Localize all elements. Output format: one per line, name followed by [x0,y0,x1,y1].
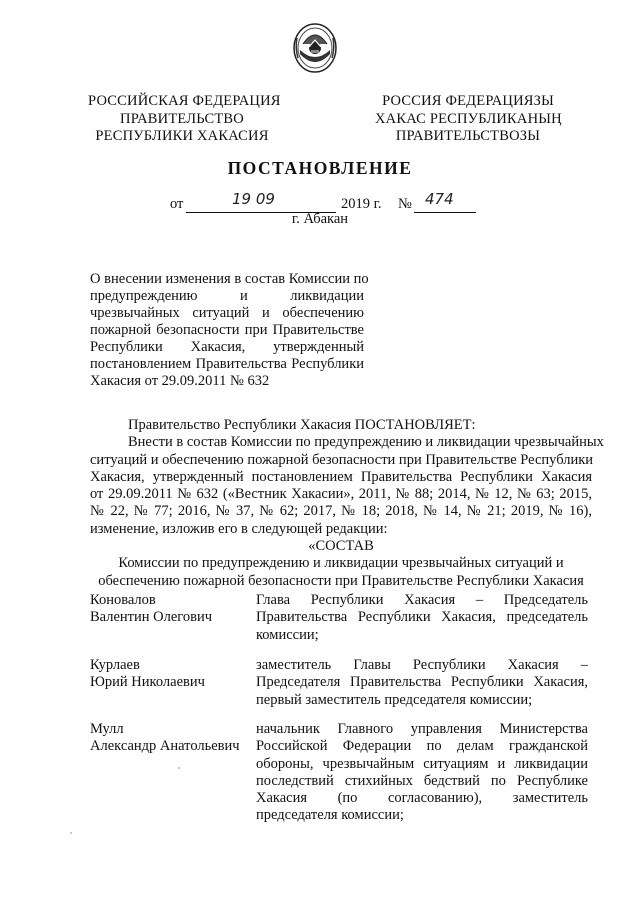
paragraph-line: № 22, № 77; 2016, № 37, № 62; 2017, № 18; 2018, № 14, № 21; 2019, № 16), [90,503,592,520]
paragraph-line: от 29.09.2011 № 632 («Вестник Хакасии», 2011, № 88; 2014, № 12, № 63; 2015, [90,486,592,503]
subject-block [90,271,369,390]
member-role-line: начальник Главного управления Министерства [256,721,588,737]
subject-line: предупреждению и ликвидации [90,288,364,304]
subject-line: Хакасия от 29.09.2011 № 632 [90,373,270,389]
header-right-block [375,93,561,146]
subject-line: Республики Хакасия, утвержденный [90,339,364,355]
header-left-line: РЕСПУБЛИКИ ХАКАСИЯ [95,128,269,144]
subject-line: пожарной безопасности при Правительстве [90,322,364,338]
member-role-line: Правительства Республики Хакасия, председатель [256,609,588,626]
handwritten-number: 474 [425,190,454,208]
member-given-name: Юрий Николаевич [90,674,205,691]
header-left-line: ПРАВИТЕЛЬСТВО [120,110,244,127]
document-body [90,417,604,590]
decree-line: Правительство Республики Хакасия ПОСТАНОВЛЯЕТ: [128,417,476,433]
subject-line: чрезвычайных ситуаций и обеспечению [90,305,364,321]
member-role-line: Российской Федерации по делам гражданской [256,738,588,755]
header-right-line: ПРАВИТЕЛЬСТВОЗЫ [395,128,541,144]
city-name: г. Абакан [291,211,349,227]
member-role-line: комиссии; [256,626,319,643]
subject-line: О внесении изменения в состав Комиссии по [90,271,369,287]
member-given-name: Александр Анатольевич [90,738,240,755]
composition-title-line: Комиссии по предупреждению и ликвидации чрезвычайных ситуаций и [118,555,564,572]
member-name-block [90,657,265,692]
member-role-line: Председателя Правительства Республики Хакасия, [256,674,588,691]
member-role-line: первый заместитель председателя комиссии; [256,691,533,708]
composition-title-line: обеспечению пожарной безопасности при Правительстве Республики Хакасия [98,572,584,589]
member-role-block [256,657,588,709]
document-title: ПОСТАНОВЛЕНИЕ [227,158,413,178]
scan-speck [178,767,180,769]
member-name-block [90,721,265,756]
member-role-line: последствий стихийных бедствий по Республике [256,772,588,789]
member-given-name: Валентин Олегович [90,609,213,626]
subject-line: постановлением Правительства Республики [90,356,364,372]
paragraph-line: ситуаций и обеспечению пожарной безопасности при Правительстве Республики [90,451,594,468]
member-surname: Мулл [90,721,124,737]
member-role-block [256,592,588,644]
member-surname: Коновалов [90,592,156,608]
member-role-block [256,721,588,825]
handwritten-date: 19 09 [232,190,275,208]
date-year: 2019 г. [341,196,382,212]
header-left-block [88,93,281,146]
header-left-line: РОССИЙСКАЯ ФЕДЕРАЦИЯ [88,93,281,109]
member-role-line: заместитель Главы Республики Хакасия – [256,657,588,673]
paragraph-line: Внести в состав Комиссии по предупреждению и ликвидации чрезвычайных [128,434,604,451]
member-surname: Курлаев [90,657,140,673]
header-right-line: ХАКАС РЕСПУБЛИКАНЫҢ [375,110,562,127]
paragraph-line: Хакасия, утвержденный постановлением Правительства Республики Хакасия [90,468,592,485]
date-from-label: от [170,196,184,212]
paragraph-line: изменение, изложив его в следующей редакции: [90,520,388,537]
member-role-line: обороны, чрезвычайным ситуациям и ликвидации [256,755,588,772]
number-label: № [398,196,412,212]
scan-speck [70,832,72,834]
header-right-line: РОССИЯ ФЕДЕРАЦИЯЗЫ [382,93,554,109]
member-role-line: Глава Республики Хакасия – Председатель [256,592,588,608]
member-name-block [90,592,265,627]
member-role-line: председателя комиссии; [256,807,404,824]
composition-heading: «СОСТАВ [308,538,374,555]
member-role-line: Хакасия (по согласованию), заместитель [256,790,588,807]
coat-of-arms-emblem [291,20,339,76]
